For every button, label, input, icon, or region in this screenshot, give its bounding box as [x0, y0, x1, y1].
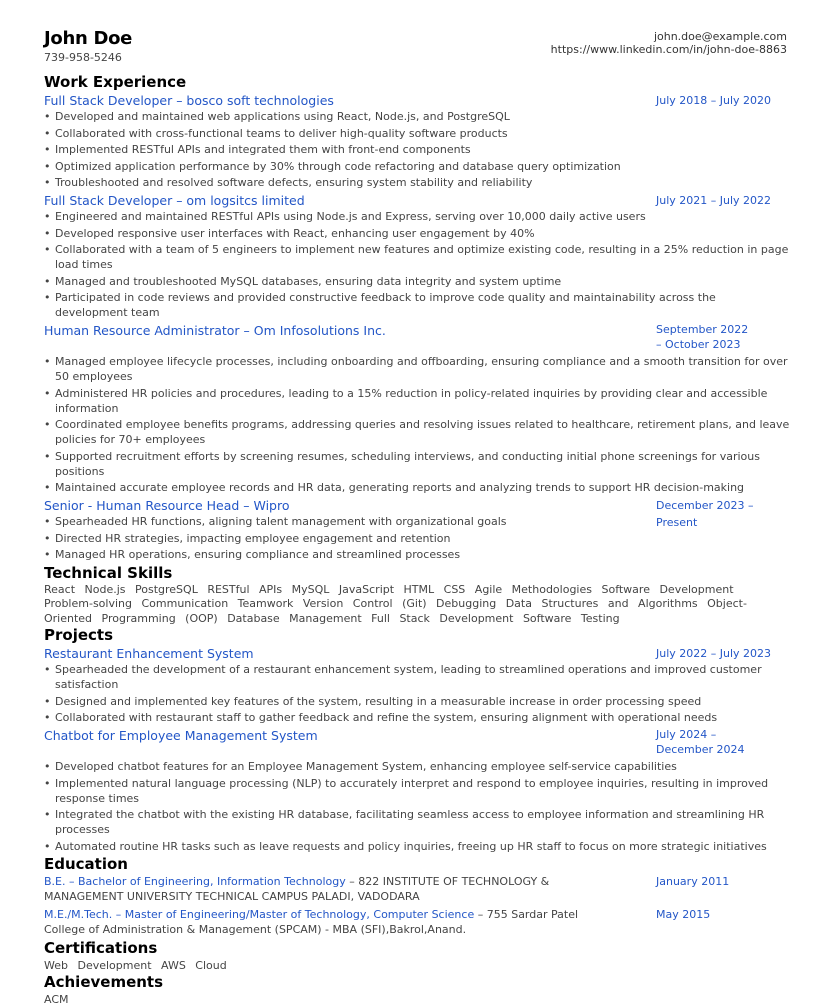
work-bullet: • Troubleshooted and resolved software defects, ensuring system stability and reliability	[44, 175, 790, 190]
project-date: July 2022 – July 2023	[656, 647, 772, 661]
work-bullet: • Collaborated with cross-functional teams to deliver high-quality software products	[44, 126, 790, 141]
work-date: September 2022 – October 2023	[656, 322, 749, 351]
education-degree[interactable]: B.E. – Bachelor of Engineering, Information Technology	[44, 875, 346, 889]
section-heading-skills: Technical Skills	[44, 563, 173, 582]
phone-number: 739-958-5246	[44, 51, 122, 64]
work-title[interactable]: Full Stack Developer – bosco soft technologies	[44, 93, 334, 108]
work-bullet: • Developed and maintained web applications using React, Node.js, and PostgreSQL	[44, 109, 790, 124]
email-link[interactable]: john.doe@example.com	[653, 30, 787, 43]
work-bullet: • Developed responsive user interfaces with React, enhancing user engagement by 40%	[44, 226, 790, 241]
education-school: – 822 INSTITUTE OF TECHNOLOGY & MANAGEMENT UNIVERSITY TECHNICAL CAMPUS PALADI, VADODARA	[44, 875, 550, 904]
section-heading-certifications: Certifications	[44, 939, 158, 958]
education-school: – 755 Sardar Patel College of Administration & Management (SPCAM) - MBA (SFI),Bakrol,Anand.	[44, 908, 579, 937]
project-entry	[44, 727, 790, 854]
project-bullet: • Integrated the chatbot with the existing HR database, facilitating seamless access to employee information and streamlining HR processes	[44, 807, 790, 837]
section-heading-work: Work Experience	[44, 73, 187, 91]
project-bullet: • Designed and implemented key features of the system, resulting in a measurable increase in order processing speed	[44, 694, 790, 709]
work-entry	[44, 322, 790, 495]
work-title[interactable]: Human Resource Administrator – Om Infosolutions Inc.	[44, 322, 386, 338]
section-heading-education: Education	[44, 855, 128, 874]
project-bullet: • Collaborated with restaurant staff to gather feedback and refine the system, ensuring alignment with operational needs	[44, 710, 790, 725]
work-bullet: • Coordinated employee benefits programs, addressing queries and resolving issues related to healthcare, retirement plans, and leave policies for 70+ employees	[44, 417, 790, 447]
work-bullet: • Managed and troubleshooted MySQL databases, ensuring data integrity and system uptime	[44, 274, 790, 289]
education-degree[interactable]: M.E./M.Tech. – Master of Engineering/Master of Technology, Computer Science	[44, 908, 475, 922]
certifications-list: Web Development AWS Cloud	[44, 959, 227, 973]
section-heading-projects: Projects	[44, 626, 114, 645]
work-entry	[44, 497, 790, 562]
education-date: January 2011	[656, 875, 730, 889]
work-date: December 2023 – Present	[656, 498, 754, 529]
work-bullet: • Participated in code reviews and provided constructive feedback to improve code quality and maintainability across the development team	[44, 290, 790, 320]
project-bullet: • Implemented natural language processing (NLP) to accurately interpret and respond to employee inquiries, resulting in improved response times	[44, 776, 790, 806]
work-date: July 2021 – July 2022	[656, 193, 772, 207]
work-bullet: • Collaborated with a team of 5 engineers to implement new features and optimize existing code, resulting in a 25% reduction in page load times	[44, 242, 790, 272]
project-bullet: • Automated routine HR tasks such as leave requests and policy inquiries, freeing up HR staff to focus on more strategic initiatives	[44, 839, 790, 854]
work-bullet: • Maintained accurate employee records and HR data, generating reports and analyzing trends to support HR decision-making	[44, 480, 790, 495]
work-bullet: • Managed employee lifecycle processes, including onboarding and offboarding, ensuring compliance and a smooth transition for over 50 employees	[44, 354, 790, 384]
education-entry	[44, 907, 790, 937]
work-title[interactable]: Senior - Human Resource Head – Wipro	[44, 497, 290, 513]
project-date: July 2024 – December 2024	[656, 727, 745, 756]
education-entry	[44, 874, 790, 904]
project-title[interactable]: Restaurant Enhancement System	[44, 646, 254, 662]
work-bullet: • Spearheaded HR functions, aligning talent management with organizational goals	[44, 514, 790, 529]
work-bullet: • Directed HR strategies, impacting employee engagement and retention	[44, 531, 790, 546]
section-heading-achievements: Achievements	[44, 973, 164, 992]
project-bullet: • Spearheaded the development of a restaurant enhancement system, leading to streamlined operations and improved customer satisfaction	[44, 662, 790, 692]
work-entry	[44, 92, 790, 190]
resume-body	[44, 73, 790, 1007]
work-bullet: • Supported recruitment efforts by screening resumes, scheduling interviews, and conducting initial phone screenings for various positions	[44, 449, 790, 479]
project-title[interactable]: Chatbot for Employee Management System	[44, 727, 318, 743]
work-bullet: • Optimized application performance by 30% through code refactoring and database query optimization	[44, 159, 790, 174]
candidate-name: John Doe	[44, 28, 133, 49]
contact-block	[551, 30, 787, 56]
project-bullet: • Developed chatbot features for an Employee Management System, enhancing employee self-service capabilities	[44, 759, 790, 774]
work-bullet: • Engineered and maintained RESTful APIs using Node.js and Express, serving over 10,000 daily active users	[44, 209, 790, 224]
work-bullet: • Implemented RESTful APIs and integrated them with front-end components	[44, 142, 790, 157]
project-entry	[44, 645, 790, 725]
work-entry	[44, 192, 790, 320]
education-date: May 2015	[656, 908, 711, 922]
work-bullet: • Managed HR operations, ensuring compliance and streamlined processes	[44, 547, 790, 562]
work-date: July 2018 – July 2020	[656, 94, 772, 107]
achievements-list: ACM	[44, 993, 69, 1007]
skills-list: React Node.js PostgreSQL RESTful APIs MySQL JavaScript HTML CSS Agile Methodologies Software Development Problem-solving Communication Teamwork Version Control (Git) Debugging Data Structures and Algorithms Object-Oriented Programming (OOP) Database Management Full Stack Development Software Testing	[44, 582, 747, 625]
work-title[interactable]: Full Stack Developer – om logsitcs limited	[44, 192, 305, 208]
linkedin-link[interactable]: https://www.linkedin.com/in/john-doe-8863	[550, 43, 787, 56]
work-bullet: • Administered HR policies and procedures, leading to a 15% reduction in policy-related inquiries by providing clear and accessible information	[44, 386, 790, 416]
